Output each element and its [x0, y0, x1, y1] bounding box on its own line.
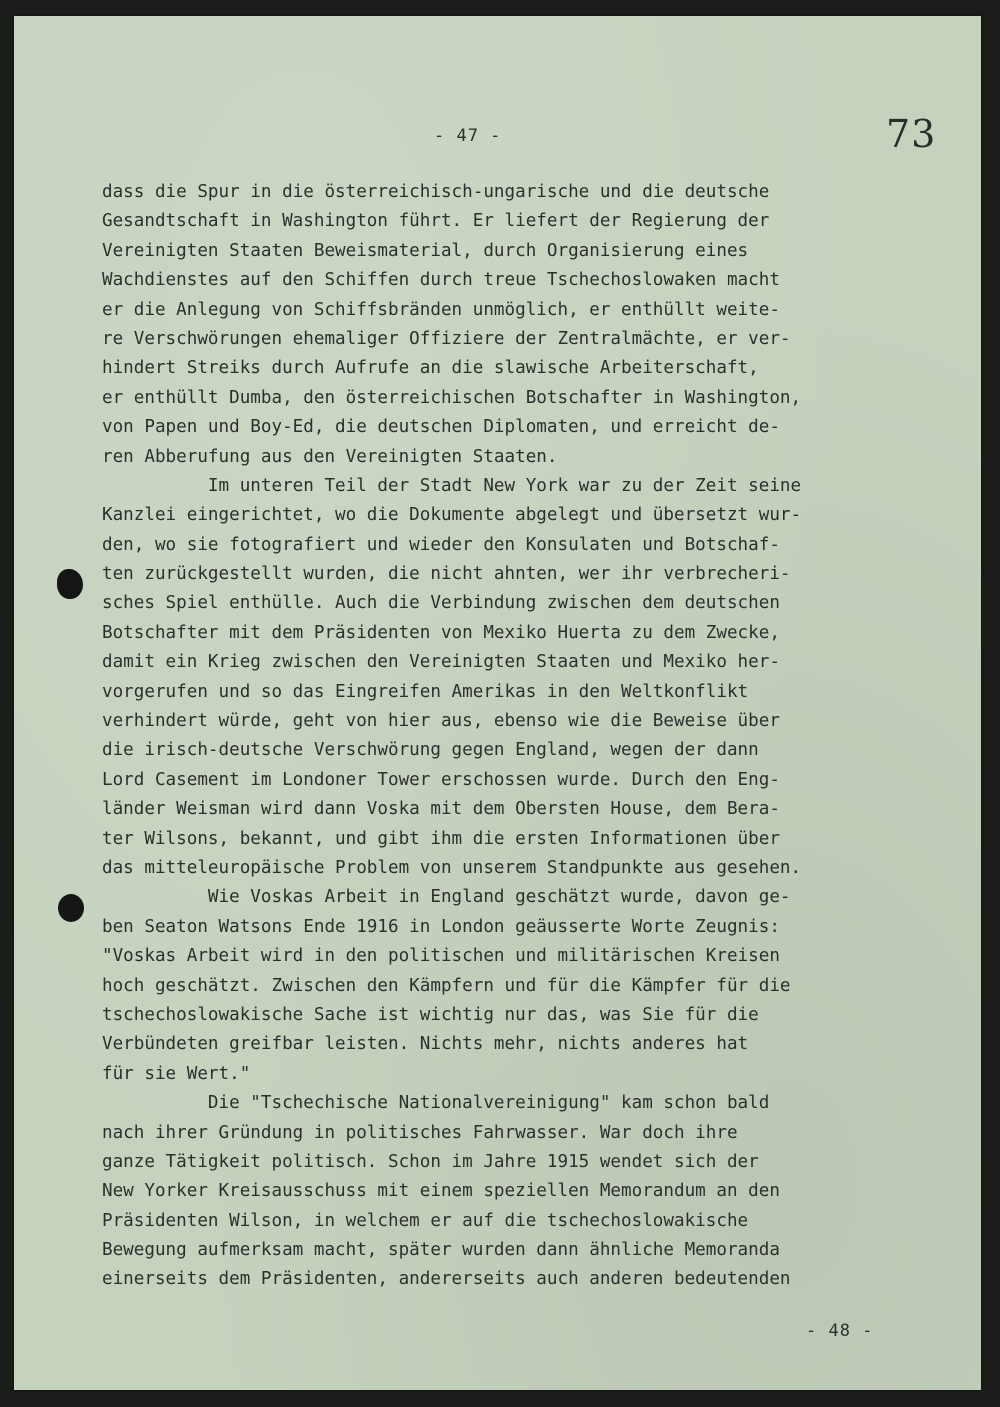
text-line: er enthüllt Dumba, den österreichischen Botschafter in Washington, [102, 387, 802, 408]
text-line: Lord Casement im Londoner Tower erschossen wurde. Durch den Eng- [102, 769, 780, 790]
text-line: Bewegung aufmerksam macht, später wurden dann ähnliche Memoranda [102, 1240, 780, 1261]
text-line: ben Seaton Watsons Ende 1916 in London geäusserte Worte Zeugnis: [102, 916, 780, 937]
text-line: New Yorker Kreisausschuss mit einem speziellen Memorandum an den [102, 1181, 780, 1202]
text-line: sches Spiel enthülle. Auch die Verbindung zwischen dem deutschen [102, 593, 780, 614]
text-line: von Papen und Boy-Ed, die deutschen Diplomaten, und erreicht de- [102, 417, 780, 438]
text-line: Wie Voskas Arbeit in England geschätzt wurde, davon ge- [102, 887, 791, 908]
punch-hole [57, 569, 83, 599]
text-line: damit ein Krieg zwischen den Vereinigten Staaten und Mexiko her- [102, 652, 780, 673]
body-text [102, 178, 922, 1295]
page-marker-top: - 47 - [434, 126, 502, 146]
text-line: länder Weisman wird dann Voska mit dem Obersten House, dem Bera- [102, 799, 780, 820]
text-line: "Voskas Arbeit wird in den politischen und militärischen Kreisen [102, 946, 780, 967]
text-line: Präsidenten Wilson, in welchem er auf die tschechoslowakische [102, 1210, 749, 1231]
text-line: Im unteren Teil der Stadt New York war zu der Zeit seine [102, 475, 802, 496]
text-line: Vereinigten Staaten Beweismaterial, durch Organisierung eines [102, 240, 749, 261]
document-page [14, 16, 981, 1390]
text-line: hindert Streiks durch Aufrufe an die slawische Arbeiterschaft, [102, 358, 759, 379]
text-line: für sie Wert." [102, 1063, 251, 1084]
text-line: Gesandtschaft in Washington führt. Er liefert der Regierung der [102, 211, 770, 232]
text-line: re Verschwörungen ehemaliger Offiziere der Zentralmächte, er ver- [102, 328, 791, 349]
punch-hole [58, 894, 84, 922]
text-line: tschechoslowakische Sache ist wichtig nur das, was Sie für die [102, 1004, 759, 1025]
text-line: er die Anlegung von Schiffsbränden unmöglich, er enthüllt weite- [102, 299, 780, 320]
text-line: ganze Tätigkeit politisch. Schon im Jahre 1915 wendet sich der [102, 1151, 759, 1172]
text-line: Verbündeten greifbar leisten. Nichts mehr, nichts anderes hat [102, 1034, 749, 1055]
text-line: nach ihrer Gründung in politisches Fahrwasser. War doch ihre [102, 1122, 738, 1143]
text-line: ren Abberufung aus den Vereinigten Staaten. [102, 446, 558, 467]
text-line: Die "Tschechische Nationalvereinigung" kam schon bald [102, 1093, 770, 1114]
text-line: dass die Spur in die österreichisch-ungarische und die deutsche [102, 182, 770, 202]
text-line: die irisch-deutsche Verschwörung gegen England, wegen der dann [102, 740, 759, 761]
text-line: Wachdienstes auf den Schiffen durch treue Tschechoslowaken macht [102, 270, 780, 291]
text-line: einerseits dem Präsidenten, andererseits auch anderen bedeutenden [102, 1269, 791, 1290]
text-line: Kanzlei eingerichtet, wo die Dokumente abgelegt und übersetzt wur- [102, 505, 802, 526]
text-line: vorgerufen und so das Eingreifen Amerikas in den Weltkonflikt [102, 681, 749, 702]
text-line: Botschafter mit dem Präsidenten von Mexiko Huerta zu dem Zwecke, [102, 622, 780, 643]
text-line: ten zurückgestellt wurden, die nicht ahnten, wer ihr verbrecheri- [102, 564, 791, 585]
text-line: hoch geschätzt. Zwischen den Kämpfern und für die Kämpfer für die [102, 975, 791, 996]
text-line: das mitteleuropäische Problem von unserem Standpunkte aus gesehen. [102, 857, 802, 878]
text-line: ter Wilsons, bekannt, und gibt ihm die ersten Informationen über [102, 828, 780, 849]
folio-number: 73 [886, 112, 937, 156]
text-line: den, wo sie fotografiert und wieder den Konsulaten und Botschaf- [102, 534, 780, 555]
page-marker-bottom: - 48 - [806, 1321, 874, 1341]
text-line: verhindert würde, geht von hier aus, ebenso wie die Beweise über [102, 711, 780, 732]
